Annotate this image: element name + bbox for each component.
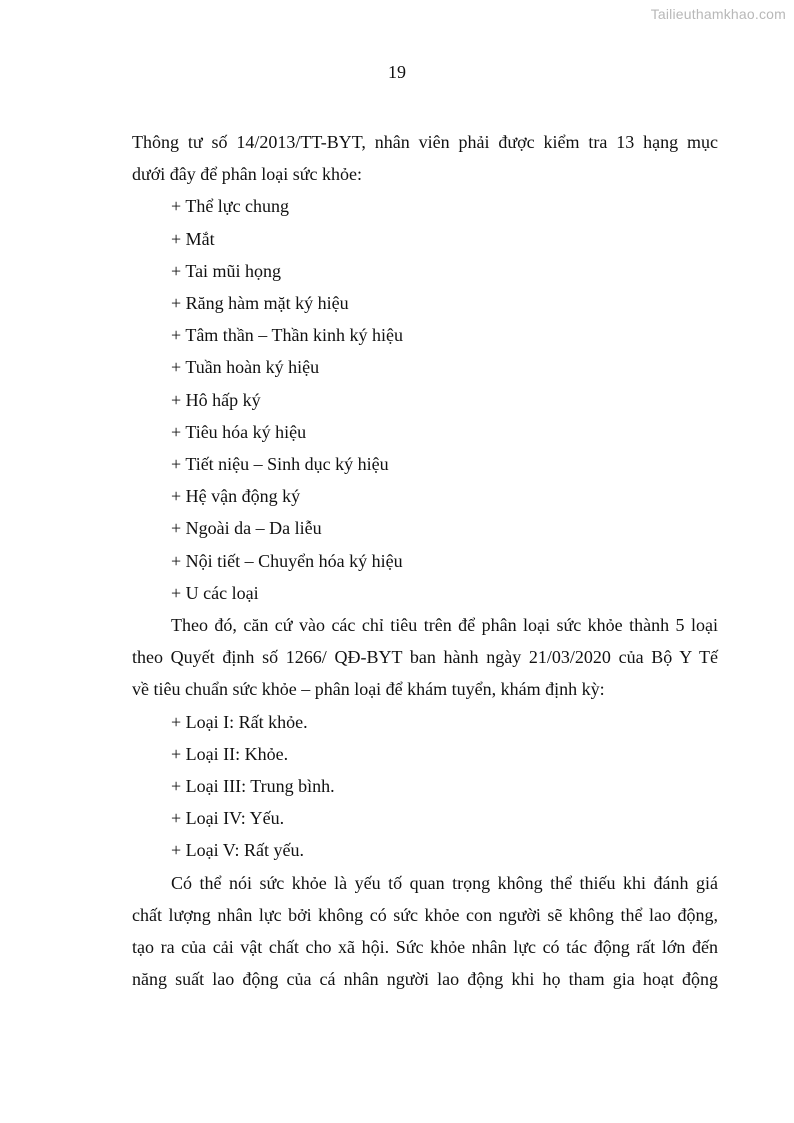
list-item: + Tai mũi họng: [171, 260, 282, 281]
list-item: + Tâm thần – Thần kinh ký hiệu: [171, 325, 403, 346]
list-item: + Loại III: Trung bình.: [171, 776, 335, 797]
list-item: + Loại IV: Yếu.: [171, 808, 285, 829]
list-item: + Tiêu hóa ký hiệu: [171, 421, 307, 442]
list-item: + U các loại: [171, 582, 259, 603]
paragraph-line: theo Quyết định số 1266/ QĐ-BYT ban hành ngày 21/03/2020 của Bộ Y Tế: [132, 647, 718, 668]
list-item: + Răng hàm mặt ký hiệu: [171, 293, 349, 314]
paragraph-line: Theo đó, căn cứ vào các chỉ tiêu trên để phân loại sức khỏe thành 5 loại: [171, 615, 718, 636]
list-item: + Loại II: Khỏe.: [171, 743, 289, 764]
intro-line: dưới đây để phân loại sức khỏe:: [132, 164, 362, 185]
document-body: [132, 126, 718, 995]
list-item: + Loại V: Rất yếu.: [171, 840, 304, 861]
paragraph-line: năng suất lao động của cá nhân người lao động khi họ tham gia hoạt động: [132, 969, 718, 990]
list-item: + Ngoài da – Da liễu: [171, 518, 322, 539]
watermark: Tailieuthamkhao.com: [650, 6, 786, 22]
intro-line: Thông tư số 14/2013/TT-BYT, nhân viên phải được kiểm tra 13 hạng mục: [132, 132, 718, 152]
paragraph-line: chất lượng nhân lực bởi không có sức khỏe con người sẽ không thể lao động,: [132, 904, 718, 925]
list-item: + Hệ vận động ký: [171, 486, 301, 507]
health-items-list: [132, 190, 718, 609]
classes-list: [132, 706, 718, 867]
paragraph-line: tạo ra của cải vật chất cho xã hội. Sức khỏe nhân lực có tác động rất lớn đến: [132, 937, 718, 958]
conclusion-paragraph: [132, 867, 718, 996]
intro-paragraph: [132, 126, 718, 190]
page-number: 19: [388, 62, 406, 82]
list-item: + Hô hấp ký: [171, 389, 261, 410]
paragraph-line: Có thể nói sức khỏe là yếu tố quan trọng không thể thiếu khi đánh giá: [171, 872, 718, 893]
classification-intro-paragraph: [132, 609, 718, 706]
list-item: + Thể lực chung: [171, 196, 290, 217]
list-item: + Mắt: [171, 228, 215, 249]
list-item: + Tiết niệu – Sinh dục ký hiệu: [171, 454, 389, 475]
list-item: + Nội tiết – Chuyển hóa ký hiệu: [171, 550, 403, 571]
list-item: + Tuần hoàn ký hiệu: [171, 357, 320, 378]
list-item: + Loại I: Rất khỏe.: [171, 711, 308, 732]
paragraph-line: về tiêu chuẩn sức khỏe – phân loại để khám tuyển, khám định kỳ:: [132, 679, 605, 700]
